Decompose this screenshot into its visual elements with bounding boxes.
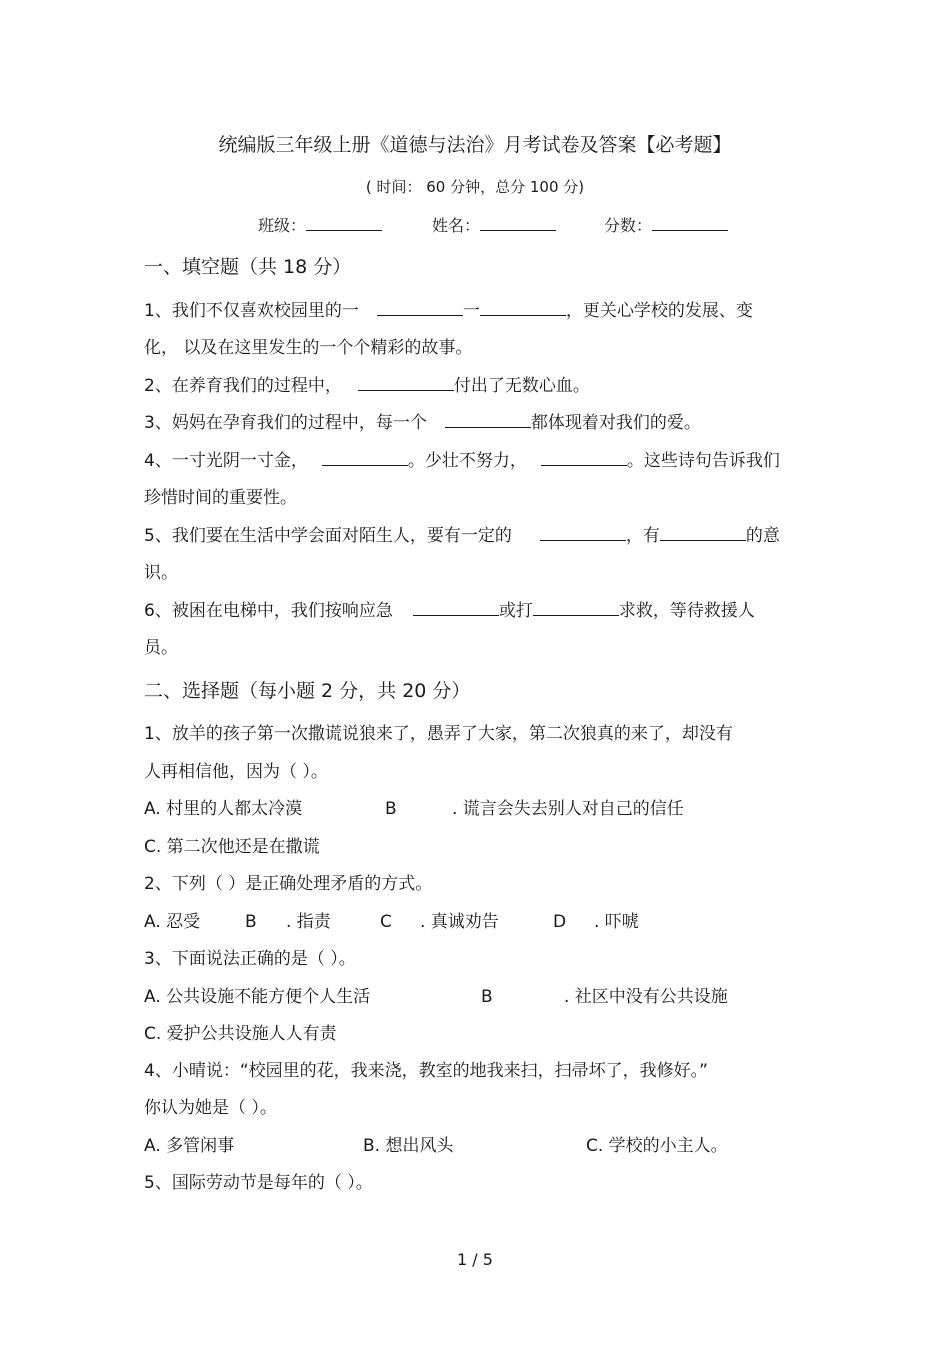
s1-q6-blank-2 [533, 599, 619, 616]
s1-q3-blank [445, 411, 531, 428]
s2-q2-option-c: . 真诚劝告 [420, 912, 499, 932]
s1-q4-blank-2 [541, 449, 627, 466]
s1-q5-blank-1 [540, 524, 626, 541]
score-field [604, 213, 728, 236]
s1-question-5 [144, 524, 780, 547]
s2-question-4: 4、小晴说：“校园里的花，我来浇，教室的地我来扫，扫帚坏了，我修好。” [144, 1061, 708, 1081]
s2-q1-option-b-letter: B [385, 799, 397, 819]
s2-q2-option-d: . 吓唬 [594, 912, 639, 932]
s1-q1-text-c: ，更关心学校的发展、变 [565, 301, 753, 321]
s1-q5-continued: 识。 [144, 563, 178, 583]
name-blank [480, 214, 556, 231]
s2-question-5: 5、国际劳动节是每年的（ ）。 [144, 1173, 373, 1193]
s1-q6-text-c: 求救，等待救援人 [618, 601, 755, 621]
s1-q4-text-c: 。这些诗句告诉我们 [626, 451, 780, 471]
s1-q3-text-b: 都体现着对我们的爱。 [530, 413, 701, 433]
s2-q4-option-a: A. 多管闲事 [144, 1136, 235, 1156]
s2-q1-option-a: A. 村里的人都太冷漠 [144, 799, 303, 819]
s2-question-2: 2、下列（ ）是正确处理矛盾的方式。 [144, 874, 433, 894]
s2-q2-option-a: A. 忍受 [144, 912, 201, 932]
s2-q2-option-d-letter: D [553, 912, 567, 932]
s2-q4-continued: 你认为她是（ ）。 [144, 1098, 277, 1118]
s1-question-2 [144, 374, 590, 397]
s2-q2-option-b: . 指责 [286, 912, 331, 932]
s2-q3-option-c: C. 爱护公共设施人人有责 [144, 1024, 337, 1044]
name-label: 姓名： [432, 216, 481, 235]
s1-question-6 [144, 599, 755, 622]
s1-question-3 [144, 411, 701, 434]
s1-q1-blank-2 [480, 299, 566, 316]
s1-q3-text-a: 3、妈妈在孕育我们的过程中，每一个 [144, 413, 427, 433]
s1-q1-blank-1 [377, 299, 463, 316]
s2-q4-option-c: C. 学校的小主人。 [586, 1136, 728, 1156]
exam-subtitle: ( 时间： 60 分钟，总分 100 分) [365, 178, 585, 196]
s1-q4-text-a: 4、一寸光阴一寸金， [144, 451, 308, 471]
s1-q2-text-a: 2、在养育我们的过程中， [144, 376, 342, 396]
class-blank [306, 214, 382, 231]
s2-q2-option-b-letter: B [245, 912, 257, 932]
s1-q4-continued: 珍惜时间的重要性。 [144, 488, 297, 508]
name-field [432, 213, 556, 236]
class-field [258, 213, 382, 236]
section2-heading: 二、选择题（每小题 2 分，共 20 分） [144, 680, 471, 702]
class-label: 班级： [258, 216, 307, 235]
s2-q3-option-a: A. 公共设施不能方便个人生活 [144, 987, 371, 1007]
exam-title: 统编版三年级上册《道德与法治》月考试卷及答案【必考题】 [218, 134, 732, 156]
s2-q1-continued: 人再相信他，因为（ ）。 [144, 762, 328, 782]
s1-q5-text-c: 的意 [745, 526, 780, 546]
s1-q6-text-b: 或打 [498, 601, 533, 621]
s1-q2-text-b: 付出了无数心血。 [453, 376, 590, 396]
s1-q2-blank [358, 374, 454, 391]
score-blank [652, 214, 728, 231]
s2-q3-option-b-letter: B [481, 987, 493, 1007]
s1-q6-continued: 员。 [144, 638, 178, 658]
s1-q4-blank-1 [322, 449, 408, 466]
s1-question-1 [144, 299, 753, 322]
s2-q3-option-b: . 社区中没有公共设施 [564, 987, 728, 1007]
s1-q1-text-a: 1、我们不仅喜欢校园里的一 [144, 301, 359, 321]
s1-q5-text-b: ，有 [625, 526, 660, 546]
s1-question-4 [144, 449, 780, 472]
s2-q2-option-c-letter: C [380, 912, 392, 932]
s1-q4-text-b: 。少壮不努力， [407, 451, 527, 471]
s2-q1-option-c: C. 第二次他还是在撒谎 [144, 837, 320, 857]
s1-q5-text-a: 5、我们要在生活中学会面对陌生人，要有一定的 [144, 526, 512, 546]
s1-q5-blank-2 [660, 524, 746, 541]
s1-q1-continued: 化， 以及在这里发生的一个个精彩的故事。 [144, 338, 473, 358]
section1-heading: 一、填空题（共 18 分） [144, 256, 352, 278]
s1-q6-blank-1 [413, 599, 499, 616]
s2-question-1: 1、放羊的孩子第一次撒谎说狼来了，愚弄了大家，第二次狼真的来了，却没有 [144, 724, 733, 744]
s2-question-3: 3、下面说法正确的是（ ）。 [144, 949, 356, 969]
s2-q1-option-b: . 谎言会失去别人对自己的信任 [452, 799, 684, 819]
page-number: 1 / 5 [457, 1250, 493, 1269]
s1-q6-text-a: 6、被困在电梯中，我们按响应急 [144, 601, 393, 621]
score-label: 分数： [604, 216, 653, 235]
s2-q4-option-b: B. 想出风头 [363, 1136, 454, 1156]
s1-q1-text-b: 一 [462, 301, 480, 321]
